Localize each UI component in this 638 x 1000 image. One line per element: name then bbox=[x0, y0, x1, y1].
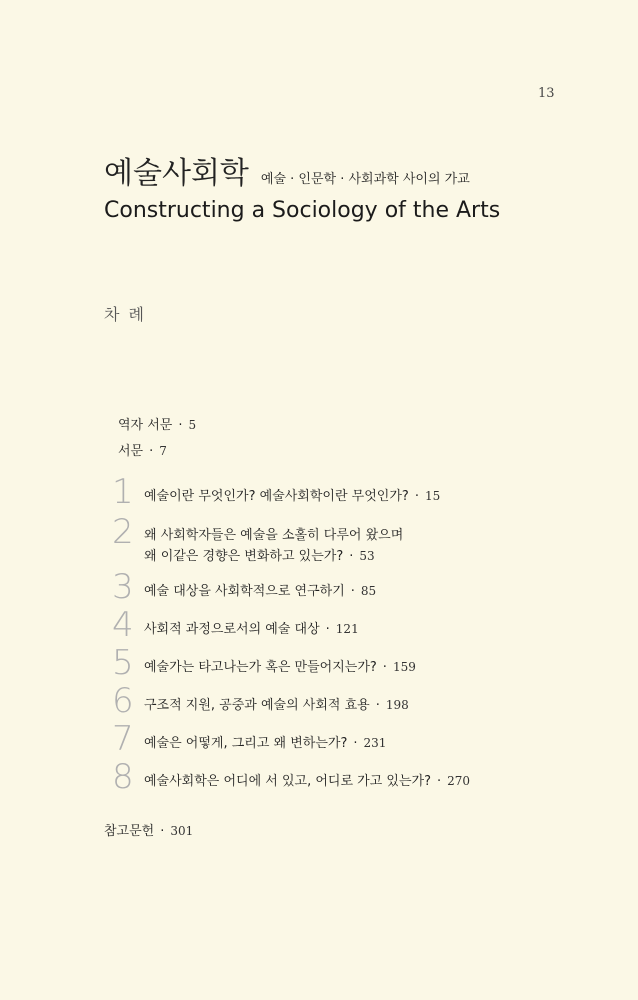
entry-separator: · bbox=[349, 549, 354, 564]
chapter-title: 예술가는 타고나는가 혹은 만들어지는가? bbox=[144, 660, 377, 675]
chapter-number: 2 bbox=[112, 512, 134, 552]
chapter-number: 8 bbox=[112, 757, 134, 797]
chapter-text bbox=[144, 486, 440, 507]
entry-separator: · bbox=[382, 660, 387, 675]
chapter-number: 7 bbox=[112, 719, 134, 759]
chapter-text bbox=[144, 695, 409, 716]
chapter-page: 159 bbox=[392, 660, 416, 674]
page-number: 13 bbox=[538, 86, 555, 101]
chapter-number: 5 bbox=[112, 643, 134, 683]
entry-separator: · bbox=[437, 774, 442, 789]
chapter-page: 231 bbox=[363, 736, 387, 750]
title-block bbox=[104, 148, 500, 223]
entry-page: 5 bbox=[188, 418, 197, 432]
book-subtitle-korean: 예술 · 인문학 · 사회과학 사이의 가교 bbox=[260, 172, 470, 187]
toc-heading: 차 례 bbox=[104, 305, 146, 324]
chapter-number: 4 bbox=[112, 605, 134, 645]
title-main bbox=[104, 148, 500, 192]
book-title-english: Constructing a Sociology of the Arts bbox=[104, 198, 501, 223]
entry-separator: · bbox=[160, 824, 165, 839]
chapter-text bbox=[144, 526, 403, 567]
entry-separator: · bbox=[178, 418, 183, 433]
entry-separator: · bbox=[149, 444, 154, 459]
chapter-number: 3 bbox=[112, 567, 134, 607]
chapter-title-line-2: 왜 이같은 경향은 변화하고 있는가? bbox=[144, 549, 344, 564]
entry-separator: · bbox=[325, 622, 330, 637]
chapter-title: 구조적 지원, 공중과 예술의 사회적 효용 bbox=[144, 698, 370, 713]
entry-separator: · bbox=[375, 698, 380, 713]
chapter-text bbox=[144, 733, 386, 754]
chapter-number: 6 bbox=[112, 681, 134, 721]
chapter-text bbox=[144, 657, 416, 678]
chapter-title: 예술 대상을 사회학적으로 연구하기 bbox=[144, 584, 345, 599]
chapter-page: 198 bbox=[385, 698, 409, 712]
chapter-number: 1 bbox=[112, 472, 134, 512]
entry-label: 역자 서문 bbox=[118, 418, 173, 433]
book-title-korean: 예술사회학 bbox=[104, 156, 249, 191]
chapter-text bbox=[144, 619, 359, 640]
entry-separator: · bbox=[414, 489, 419, 504]
toc-entry-bibliography[interactable] bbox=[104, 820, 193, 839]
chapter-page: 270 bbox=[447, 774, 471, 788]
chapter-title: 예술이란 무엇인가? 예술사회학이란 무엇인가? bbox=[144, 489, 409, 504]
chapter-title: 예술은 어떻게, 그리고 왜 변하는가? bbox=[144, 736, 348, 751]
chapter-text bbox=[144, 581, 376, 602]
toc-entry-translator-preface[interactable] bbox=[118, 414, 196, 433]
entry-label: 서문 bbox=[118, 444, 144, 459]
entry-separator: · bbox=[353, 736, 358, 751]
chapter-page: 53 bbox=[359, 549, 375, 563]
chapter-page: 15 bbox=[424, 489, 441, 503]
chapter-title: 예술사회학은 어디에 서 있고, 어디로 가고 있는가? bbox=[144, 774, 431, 789]
chapter-page: 121 bbox=[335, 622, 359, 636]
chapter-text bbox=[144, 771, 470, 792]
chapter-page: 85 bbox=[360, 584, 377, 598]
entry-separator: · bbox=[350, 584, 355, 599]
entry-label: 참고문헌 bbox=[104, 824, 155, 839]
chapter-title-line-1: 왜 사회학자들은 예술을 소홀히 다루어 왔으며 bbox=[144, 528, 404, 543]
entry-page: 7 bbox=[159, 444, 167, 458]
chapter-title: 사회적 과정으로서의 예술 대상 bbox=[144, 622, 320, 637]
entry-page: 301 bbox=[170, 824, 194, 838]
toc-entry-preface[interactable] bbox=[118, 440, 167, 459]
